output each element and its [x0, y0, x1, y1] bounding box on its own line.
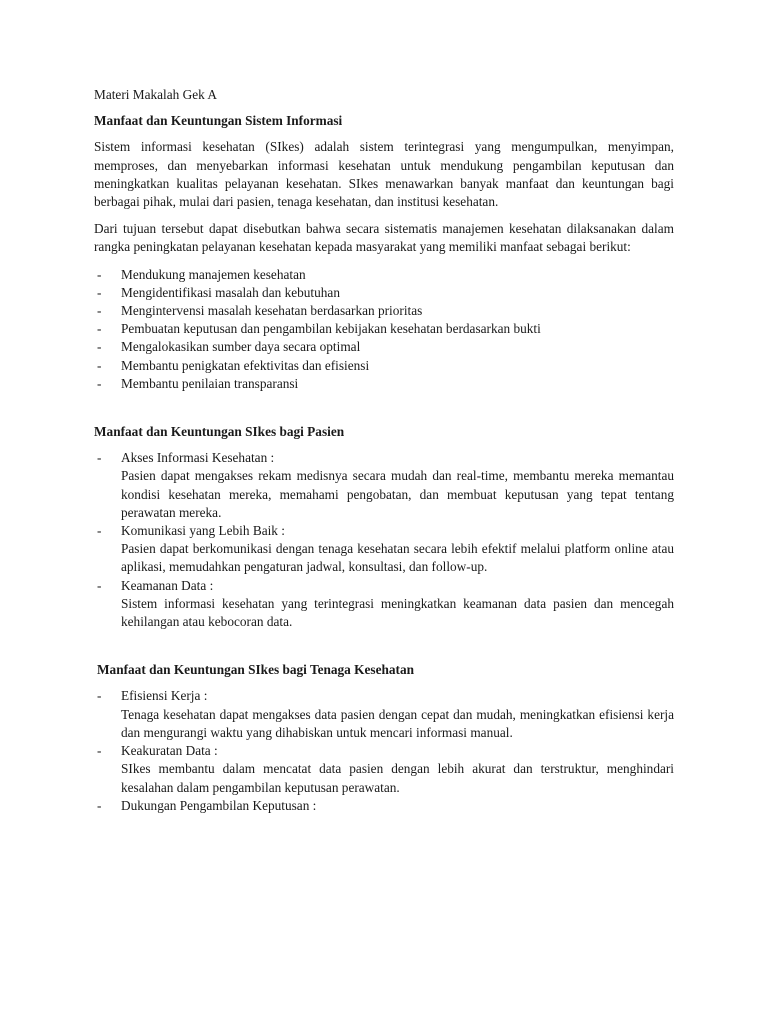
dash-bullet: -: [97, 577, 102, 593]
document-label: Materi Makalah Gek A: [94, 87, 217, 102]
list-item-title: Akses Informasi Kesehatan :: [121, 450, 275, 466]
list-item: [94, 577, 674, 632]
list-item-body: SIkes membantu dalam mencatat data pasien dengan lebih akurat dan terstruktur, menghindari kesalahan dalam pengambilan keputusan perawatan.: [121, 761, 674, 795]
list-item-text: Mengidentifikasi masalah dan kebutuhan: [121, 284, 340, 300]
dash-bullet: -: [97, 321, 102, 337]
list-item-body: Pasien dapat berkomunikasi dengan tenaga kesehatan secara lebih efektif melalui platform online atau aplikasi, memudahkan pengaturan jadwal, konsultasi, dan follow-up.: [121, 541, 674, 575]
list-item-title: Keakuratan Data :: [121, 743, 218, 759]
dash-bullet: -: [97, 523, 102, 539]
list-item: [94, 320, 674, 338]
list-item-title: Dukungan Pengambilan Keputusan :: [121, 797, 317, 813]
spacer: [94, 393, 674, 423]
list-item: [94, 687, 674, 742]
list-item-text: Mendukung manajemen kesehatan: [121, 266, 306, 282]
paragraph-definition: Sistem informasi kesehatan (SIkes) adalah sistem terintegrasi yang mengumpulkan, menyimpan, memproses, dan menyebarkan informasi kesehatan untuk mendukung pengambilan keputusan dan meningkatkan kualitas pelayanan kesehatan. SIkes menawarkan banyak manfaat dan keuntungan bagi berbagai pihak, mulai dari pasien, tenaga kesehatan, dan institusi kesehatan.: [94, 139, 674, 210]
dash-bullet: -: [97, 450, 102, 466]
list-item: [94, 375, 674, 393]
list-item-title: Keamanan Data :: [121, 577, 214, 593]
list-item-title: Efisiensi Kerja :: [121, 688, 208, 704]
dash-bullet: -: [97, 375, 102, 391]
section-heading-sistem-informasi: Manfaat dan Keuntungan Sistem Informasi: [94, 113, 343, 129]
dash-bullet: -: [97, 357, 102, 373]
health-worker-benefit-list: [94, 687, 674, 814]
list-item: [94, 302, 674, 320]
list-item-title: Komunikasi yang Lebih Baik :: [121, 523, 285, 539]
list-item-text: Membantu penilaian transparansi: [121, 375, 299, 391]
section-heading-tenaga-kesehatan: Manfaat dan Keuntungan SIkes bagi Tenaga Kesehatan: [97, 662, 414, 678]
dash-bullet: -: [97, 284, 102, 300]
list-item: [94, 522, 674, 577]
dash-bullet: -: [97, 797, 102, 813]
dash-bullet: -: [97, 743, 102, 759]
section-heading-pasien: Manfaat dan Keuntungan SIkes bagi Pasien: [94, 424, 345, 440]
list-item: [94, 742, 674, 797]
list-item: [94, 797, 674, 815]
list-item: [94, 357, 674, 375]
list-item-body: Tenaga kesehatan dapat mengakses data pasien dengan cepat dan mudah, meningkatkan efisiensi kerja dan mengurangi waktu yang dihabiskan untuk mencari informasi manual.: [121, 706, 674, 740]
document-page: [94, 86, 674, 815]
list-item-text: Mengalokasikan sumber daya secara optimal: [121, 339, 361, 355]
list-item-text: Membantu penigkatan efektivitas dan efisiensi: [121, 357, 370, 373]
list-item-body: Sistem informasi kesehatan yang terintegrasi meningkatkan keamanan data pasien dan mencegah kehilangan atau kebocoran data.: [121, 595, 674, 630]
dash-bullet: -: [97, 339, 102, 355]
list-item: [94, 266, 674, 284]
benefit-list: [94, 266, 674, 393]
dash-bullet: -: [97, 303, 102, 319]
list-item: [94, 284, 674, 302]
list-item-text: Mengintervensi masalah kesehatan berdasarkan prioritas: [121, 303, 423, 319]
list-item: [94, 338, 674, 356]
list-item-text: Pembuatan keputusan dan pengambilan kebijakan kesehatan berdasarkan bukti: [121, 321, 541, 337]
list-item-body: Pasien dapat mengakses rekam medisnya secara mudah dan real-time, membantu mereka memantau kondisi kesehatan mereka, memahami pengobatan, dan membuat keputusan yang tepat tentang perawatan mereka.: [121, 468, 674, 520]
spacer: [94, 631, 674, 661]
dash-bullet: -: [97, 688, 102, 704]
list-item: [94, 449, 674, 522]
patient-benefit-list: [94, 449, 674, 631]
dash-bullet: -: [97, 266, 102, 282]
paragraph-purpose: Dari tujuan tersebut dapat disebutkan bahwa secara sistematis manajemen kesehatan dilaksanakan dalam rangka peningkatan pelayanan kesehatan kepada masyarakat yang memiliki manfaat sebagai berikut:: [94, 221, 674, 255]
